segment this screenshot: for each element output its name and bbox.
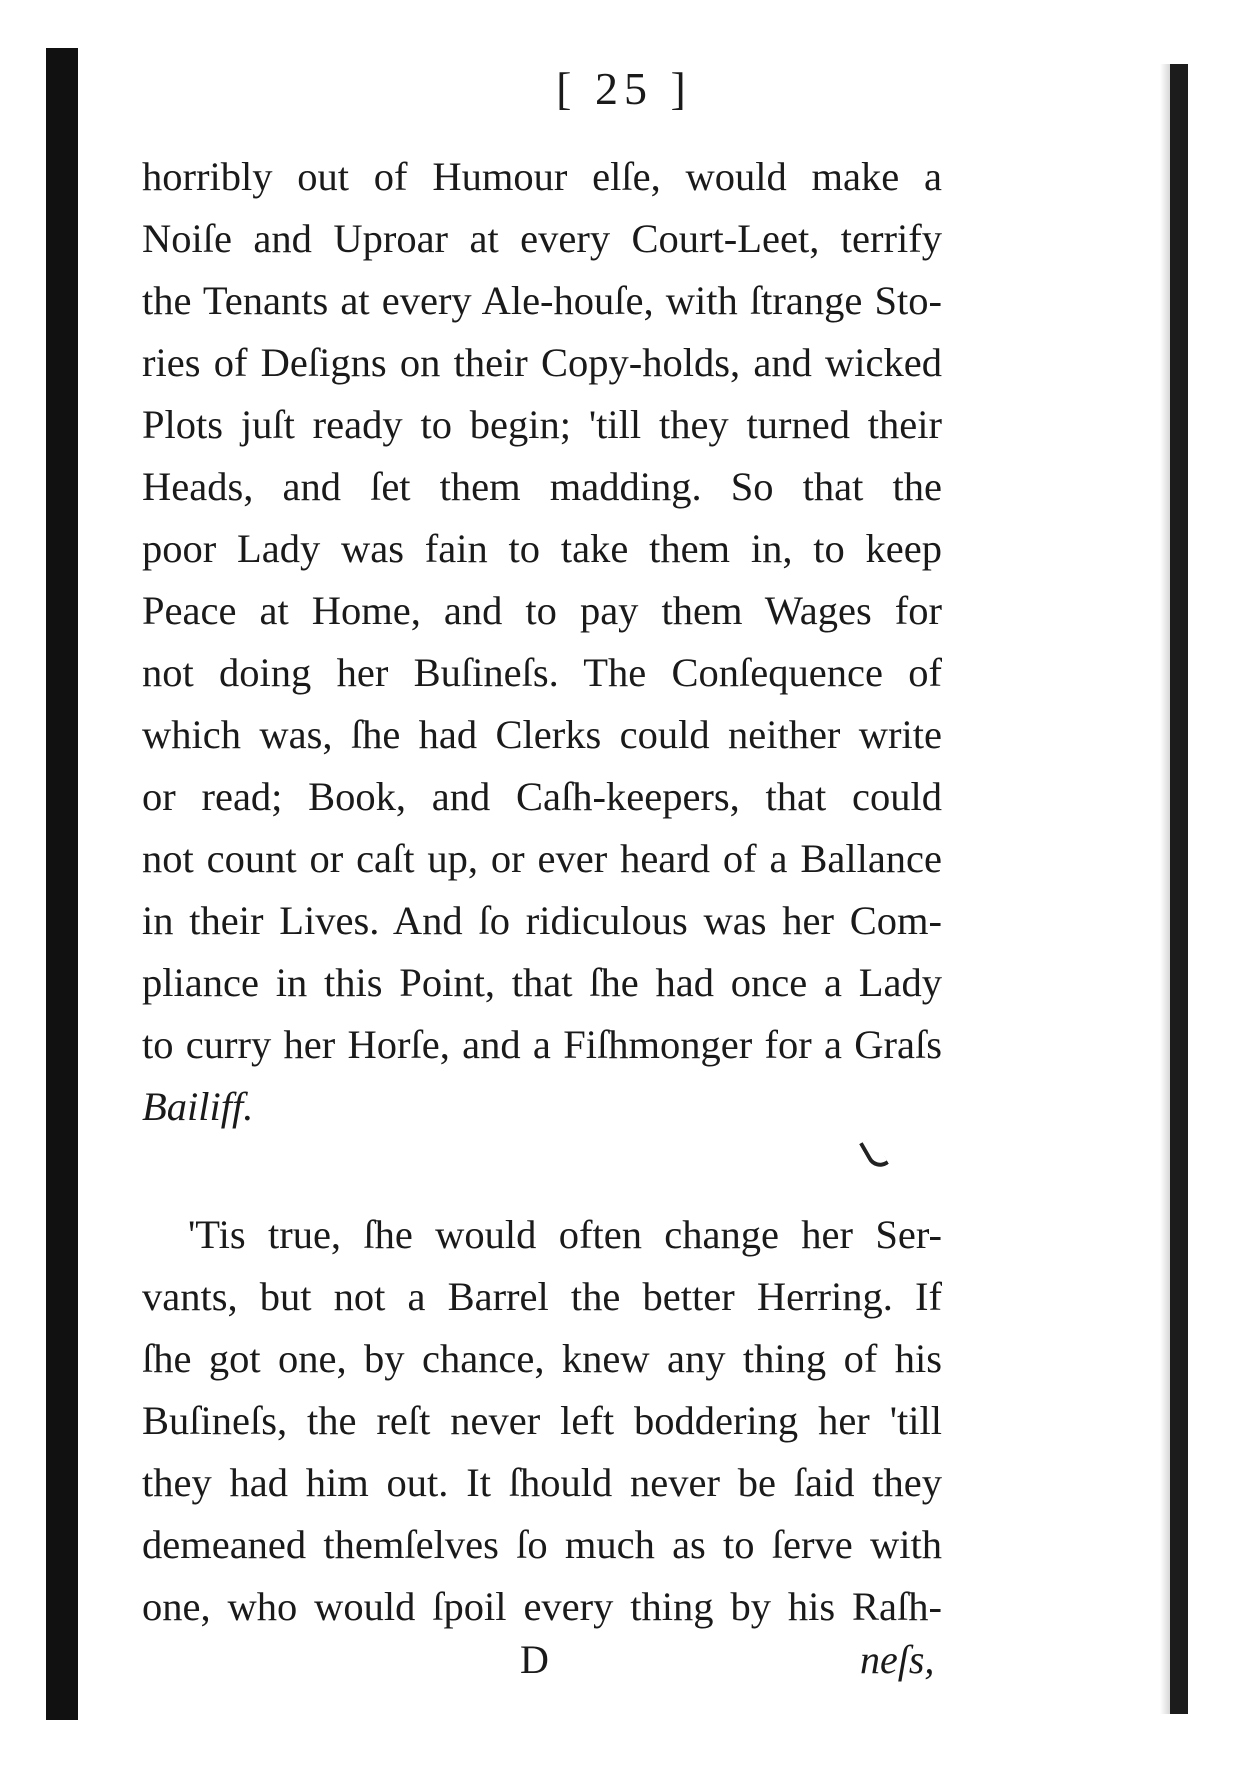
text-line: ſhe got one, by chance, knew any thing of his — [142, 1336, 942, 1381]
text-line: not count or caſt up, or ever heard of a Ballance — [142, 836, 942, 881]
ink-mark — [859, 1136, 889, 1172]
text-line: Heads, and ſet them madding. So that the — [142, 464, 942, 509]
text-line: 'Tis true, ſhe would often change her Ser- — [188, 1212, 942, 1257]
text-line: to curry her Horſe, and a Fiſhmonger for a Graſs — [142, 1022, 942, 1067]
text-line: pliance in this Point, that ſhe had once a Lady — [142, 960, 942, 1005]
page-number-header: [ 25 ] — [556, 63, 692, 114]
text-line: or read; Book, and Caſh-keepers, that could — [142, 774, 942, 819]
right-page-edge — [1170, 64, 1188, 1714]
paragraph-1 — [142, 146, 942, 1138]
text-line: one, who would ſpoil every thing by his Raſh- — [142, 1584, 942, 1629]
text-line: demeaned themſelves ſo much as to ſerve with — [142, 1522, 942, 1567]
text-line: in their Lives. And ſo ridiculous was her Com- — [142, 898, 942, 943]
signature-mark: D — [520, 1637, 549, 1682]
text-line: the Tenants at every Ale-houſe, with ſtrange Sto- — [142, 278, 942, 323]
left-binding-shadow — [46, 48, 78, 1720]
text-line: Plots juſt ready to begin; 'till they turned their — [142, 402, 942, 447]
text-line: poor Lady was fain to take them in, to keep — [142, 526, 942, 571]
text-line: Bailiff. — [142, 1084, 254, 1129]
catchword: neſs, — [860, 1637, 935, 1682]
text-line: not doing her Buſineſs. The Conſequence of — [142, 650, 942, 695]
paragraph-2 — [142, 1204, 942, 1638]
right-edge-shade — [1160, 64, 1170, 1714]
text-line: Noiſe and Uproar at every Court-Leet, terrify — [142, 216, 942, 261]
text-line: horribly out of Humour elſe, would make a — [142, 154, 942, 199]
text-line: ries of Deſigns on their Copy-holds, and wicked — [142, 340, 942, 385]
text-line: which was, ſhe had Clerks could neither write — [142, 712, 942, 757]
text-line: vants, but not a Barrel the better Herring. If — [142, 1274, 942, 1319]
text-line: Buſineſs, the reſt never left boddering her 'till — [142, 1398, 942, 1443]
text-line: Peace at Home, and to pay them Wages for — [142, 588, 942, 633]
text-line: they had him out. It ſhould never be ſaid they — [142, 1460, 942, 1505]
